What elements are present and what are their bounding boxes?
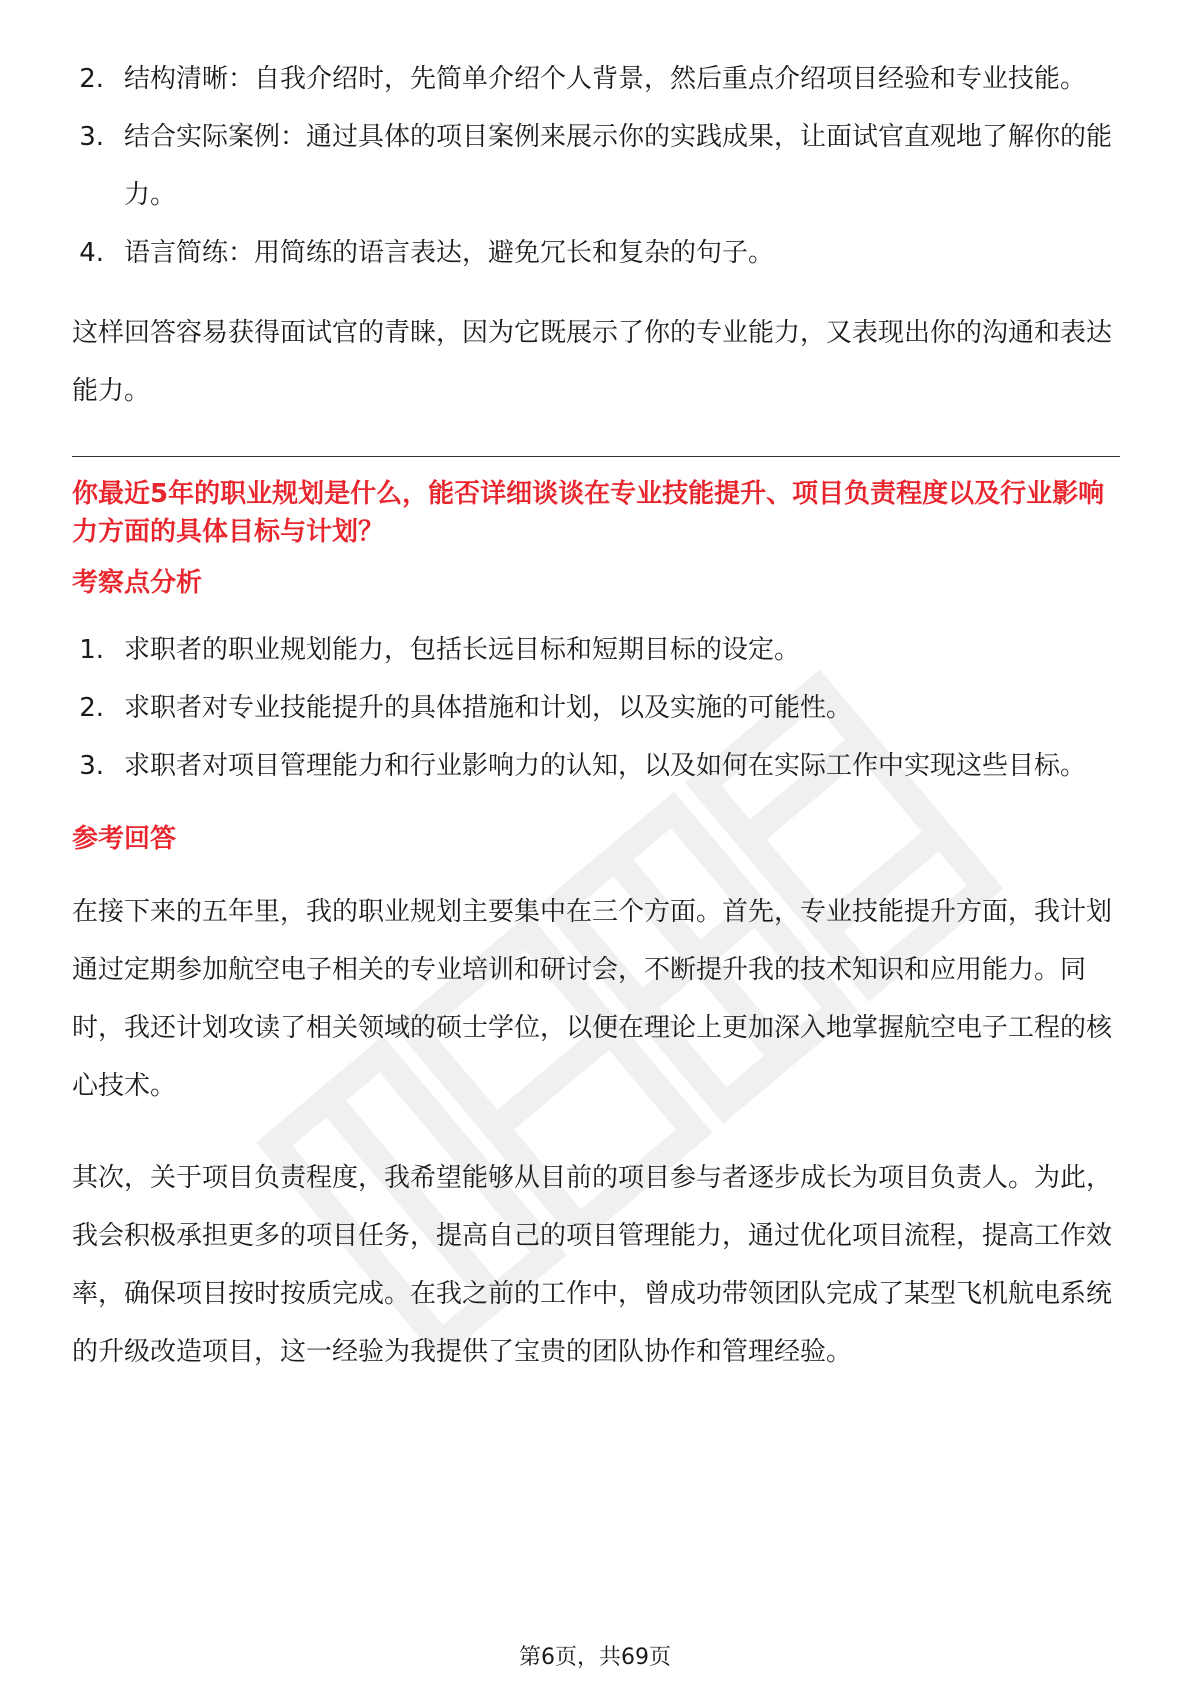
list-item [72,224,1120,282]
list-text: 求职者对项目管理能力和行业影响力的认知，以及如何在实际工作中实现这些目标。 [124,751,1087,781]
analysis-heading: 考察点分析 [72,568,203,598]
list-item [72,737,1120,795]
list-number: 1. [79,635,104,665]
page-content [72,50,1120,1381]
list-text: 求职者的职业规划能力，包括长远目标和短期目标的设定。 [124,635,801,665]
page-number-footer: 第6页，共69页 [519,1645,671,1670]
list-number: 3. [79,751,104,781]
list-text: 求职者对专业技能提升的具体措施和计划，以及实施的可能性。 [124,693,853,723]
list-number: 4. [79,238,104,268]
list-item [72,679,1120,737]
answer-paragraph: 在接下来的五年里，我的职业规划主要集中在三个方面。首先，专业技能提升方面，我计划通过定期参加航空电子相关的专业培训和研讨会，不断提升我的技术知识和应用能力。同时，我还计划攻读了相关领域的硕士学位，以便在理论上更加深入地掌握航空电子工程的核心技术。 [72,897,1113,1101]
answer-heading: 参考回答 [72,824,177,854]
list-text: 语言简练：用简练的语言表达，避免冗长和复杂的句子。 [124,238,775,268]
list-text: 结合实际案例：通过具体的项目案例来展示你的实践成果，让面试官直观地了解你的能力。 [124,122,1113,210]
intro-tips-list [72,50,1120,282]
list-number: 2. [79,64,104,94]
summary-paragraph: 这样回答容易获得面试官的青睐，因为它既展示了你的专业能力，又表现出你的沟通和表达能力。 [72,318,1113,406]
list-item [72,50,1120,108]
list-number: 2. [79,693,104,723]
list-number: 3. [79,122,104,152]
analysis-list [72,621,1120,795]
answer-paragraph: 其次，关于项目负责程度，我希望能够从目前的项目参与者逐步成长为项目负责人。为此，我会积极承担更多的项目任务，提高自己的项目管理能力，通过优化项目流程，提高工作效率，确保项目按时按质完成。在我之前的工作中，曾成功带领团队完成了某型飞机航电系统的升级改造项目，这一经验为我提供了宝贵的团队协作和管理经验。 [72,1163,1113,1367]
list-text: 结构清晰：自我介绍时，先简单介绍个人背景，然后重点介绍项目经验和专业技能。 [124,64,1087,94]
question-title: 你最近5年的职业规划是什么，能否详细谈谈在专业技能提升、项目负责程度以及行业影响力方面的具体目标与计划？ [72,479,1105,547]
list-item [72,621,1120,679]
list-item [72,108,1120,224]
